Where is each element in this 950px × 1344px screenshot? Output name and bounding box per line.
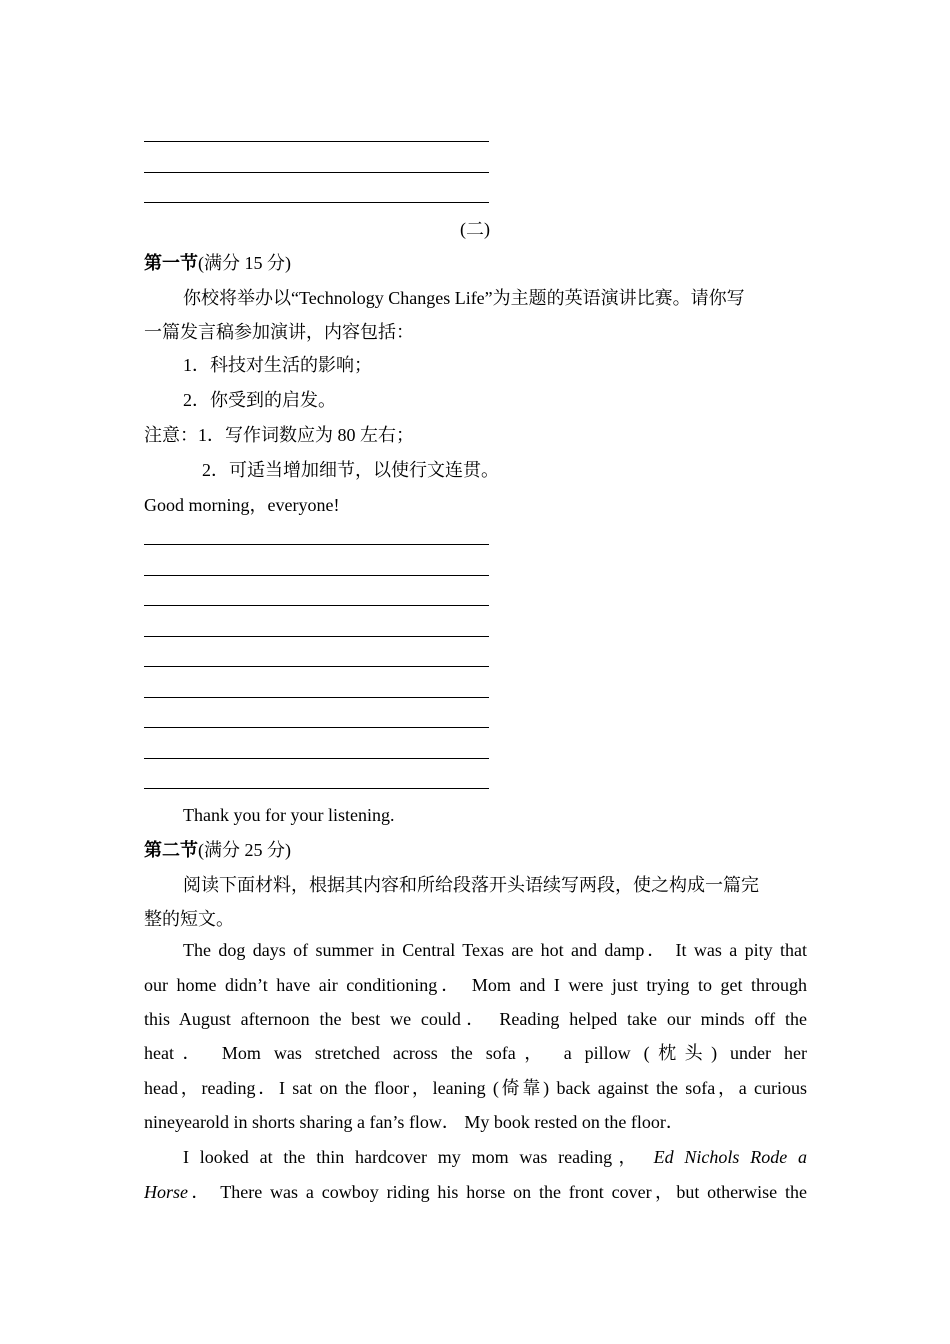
answer-line	[144, 697, 489, 698]
speech-closing: Thank you for your listening.	[183, 805, 395, 825]
section2-heading-label: 第二节	[144, 840, 198, 860]
passage-line: head，reading．I sat on the floor，leaning (倚靠) back against the sofa，a curious	[144, 1078, 807, 1098]
passage-line: The dog days of summer in Central Texas are hot and damp． It was a pity that	[183, 940, 807, 960]
answer-line	[144, 788, 489, 789]
answer-line	[144, 636, 489, 637]
book-title: Horse	[144, 1182, 188, 1202]
answer-line	[144, 544, 489, 545]
answer-line	[144, 758, 489, 759]
passage-line	[183, 1140, 807, 1174]
section1-prompt-line2: 一篇发言稿参加演讲，内容包括：	[144, 322, 414, 342]
section1-note2: 2．可适当增加细节，以使行文连贯。	[202, 460, 499, 480]
section1-note1: 注意：1．写作词数应为 80 左右；	[144, 425, 414, 445]
section2-heading-score: (满分 25 分)	[198, 840, 291, 860]
answer-line	[144, 202, 489, 203]
passage-line: our home didn’t have air conditioning． Mom and I were just trying to get through	[144, 975, 807, 995]
section1-heading-label: 第一节	[144, 253, 198, 273]
part-heading: (二)	[460, 219, 490, 239]
answer-line	[144, 666, 489, 667]
section1-item1: 1．科技对生活的影响；	[183, 355, 372, 375]
answer-line	[144, 575, 489, 576]
section1-prompt-line1: 你校将举办以“Technology Changes Life”为主题的英语演讲比赛。请你写	[183, 288, 745, 308]
section1-item2: 2．你受到的启发。	[183, 390, 336, 410]
answer-line	[144, 141, 489, 142]
book-title: Ed Nichols Rode a	[653, 1147, 807, 1167]
passage-text: I looked at the thin hardcover my mom was reading，	[183, 1147, 643, 1167]
section2-instruction-line2: 整的短文。	[144, 909, 234, 929]
answer-line	[144, 605, 489, 606]
passage-line: heat． Mom was stretched across the sofa， a pillow (枕头) under her	[144, 1043, 807, 1063]
section1-heading	[144, 246, 807, 280]
passage-text: ． There was a cowboy riding his horse on the front cover，but otherwise the	[188, 1182, 807, 1202]
section1-heading-score: (满分 15 分)	[198, 253, 291, 273]
passage-line: nineyearold in shorts sharing a fan’s flow． My book rested on the floor．	[144, 1112, 684, 1132]
section2-heading	[144, 833, 807, 867]
section2-instruction-line1: 阅读下面材料，根据其内容和所给段落开头语续写两段，使之构成一篇完	[183, 875, 759, 895]
passage-line: this August afternoon the best we could． Reading helped take our minds off the	[144, 1009, 807, 1029]
speech-greeting: Good morning，everyone!	[144, 495, 340, 515]
passage-line	[144, 1175, 807, 1209]
answer-line	[144, 172, 489, 173]
answer-line	[144, 727, 489, 728]
